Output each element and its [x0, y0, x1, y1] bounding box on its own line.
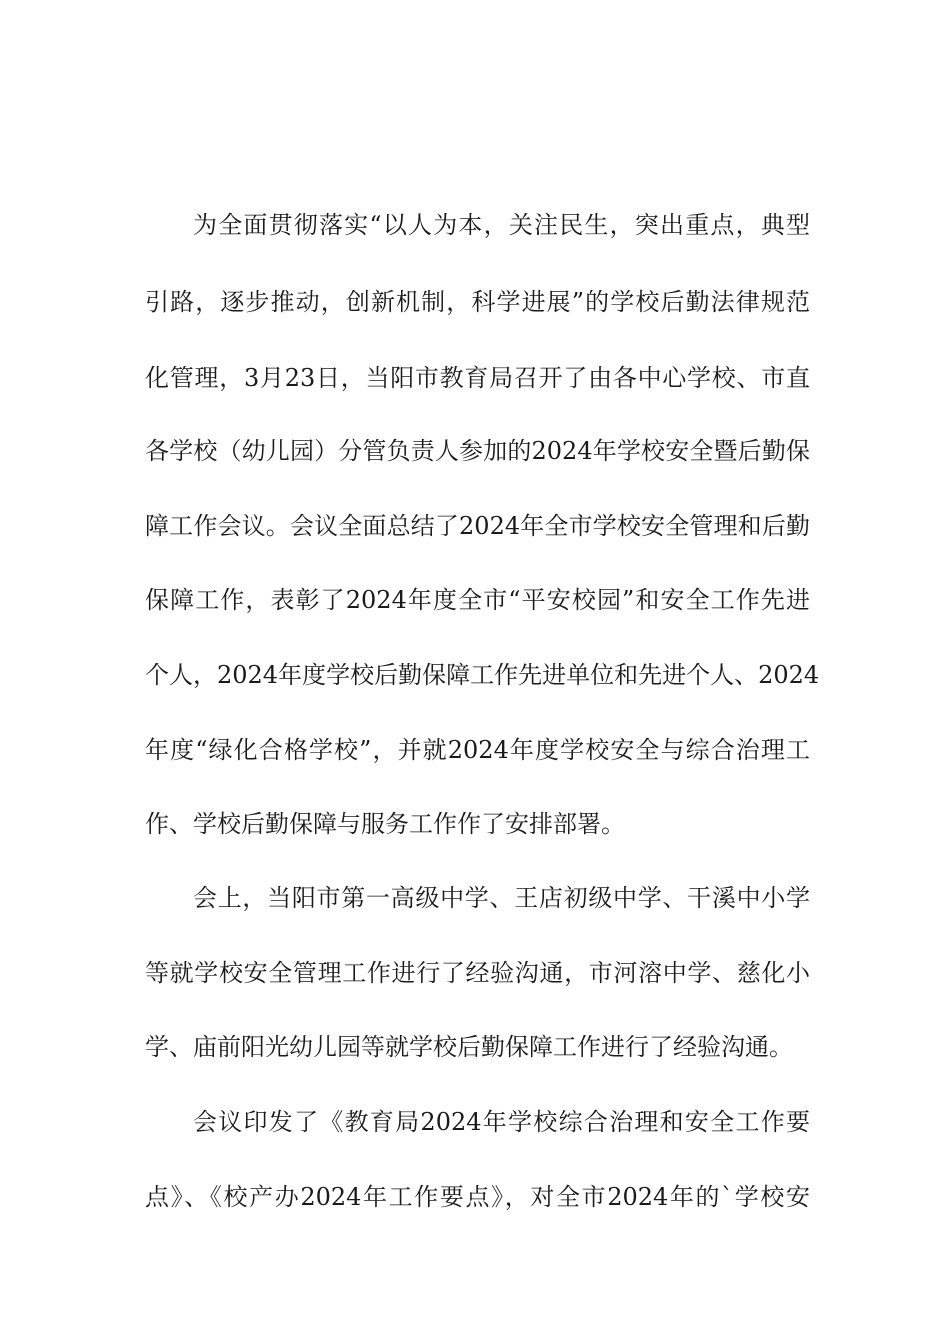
paragraph-1-line-8: 年度“绿化合格学校”，并就2024年度学校安全与综合治理工 [145, 736, 810, 764]
paragraph-1-line-3: 化管理，3月23日，当阳市教育局召开了由各中心学校、市直 [145, 364, 810, 392]
paragraph-1-line-5: 障工作会议。会议全面总结了2024年全市学校安全管理和后勤 [145, 512, 810, 540]
paragraph-1-line-2: 引路，逐步推动，创新机制，科学进展”的学校后勤法律规范 [145, 288, 810, 316]
paragraph-2-line-3: 学、庙前阳光幼儿园等就学校后勤保障工作进行了经验沟通。 [145, 1033, 793, 1061]
paragraph-1-line-1: 为全面贯彻落实“以人为本，关注民生，突出重点，典型 [193, 211, 810, 239]
paragraph-2-line-2: 等就学校安全管理工作进行了经验沟通，市河溶中学、慈化小 [145, 959, 810, 987]
paragraph-2-line-1: 会上，当阳市第一高级中学、王店初级中学、干溪中小学 [193, 884, 810, 912]
paragraph-3-line-2: 点》、《校产办2024年工作要点》，对全市2024年的`学校安 [145, 1183, 810, 1211]
paragraph-1-line-6: 保障工作，表彰了2024年度全市“平安校园”和安全工作先进 [145, 586, 810, 614]
paragraph-1-line-9: 作、学校后勤保障与服务工作作了安排部署。 [145, 810, 625, 838]
paragraph-1-line-7: 个人，2024年度学校后勤保障工作先进单位和先进个人、2024 [145, 661, 820, 689]
paragraph-3-line-1: 会议印发了《教育局2024年学校综合治理和安全工作要 [193, 1108, 810, 1136]
paragraph-1-line-4: 各学校（幼儿园）分管负责人参加的2024年学校安全暨后勤保 [145, 437, 810, 465]
